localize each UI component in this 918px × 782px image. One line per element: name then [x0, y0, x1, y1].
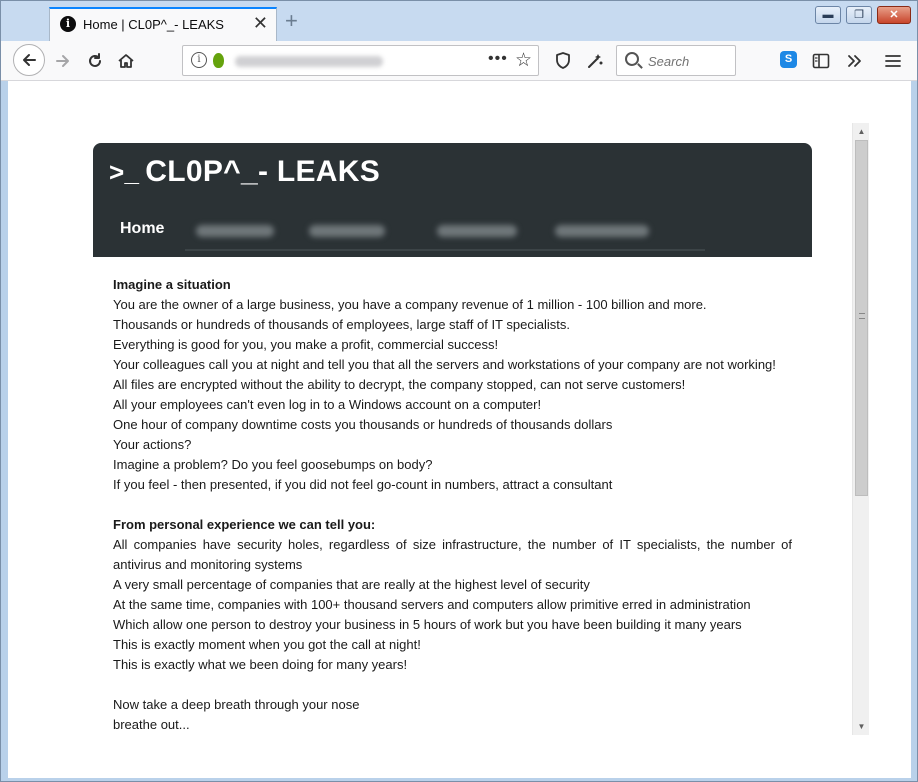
section-heading: Imagine a situation — [113, 277, 231, 292]
hamburger-menu-icon — [885, 54, 901, 68]
shield-icon — [554, 51, 572, 71]
body-text-line: Your colleagues call you at night and tell you that all the servers and workstations of your company are not working! — [113, 357, 776, 372]
body-text-line: If you feel - then presented, if you did not feel go-count in numbers, attract a consultant — [113, 477, 613, 492]
home-icon — [117, 52, 135, 70]
site-body — [93, 257, 812, 735]
paragraph-spacer — [113, 495, 792, 515]
magic-wand-icon — [585, 51, 605, 71]
navigation-toolbar — [1, 41, 917, 81]
body-text-line: One hour of company downtime costs you thousands or hundreds of thousands dollars — [113, 417, 613, 432]
body-text-line: At the same time, companies with 100+ thousand servers and computers allow primitive erred in administration — [113, 597, 751, 612]
nav-link-redacted-2[interactable] — [309, 225, 385, 237]
main-menu-button[interactable] — [881, 49, 905, 73]
body-text-line: This is exactly moment when you got the call at night! — [113, 637, 421, 652]
scroll-up-arrow-icon[interactable]: ▲ — [857, 127, 866, 136]
page-viewport — [8, 81, 911, 778]
skype-extension-icon[interactable]: S — [780, 51, 797, 68]
back-button[interactable] — [13, 44, 45, 76]
sidebar-toggle-button[interactable] — [809, 49, 833, 73]
body-text-line: Now take a deep breath through your nose — [113, 697, 360, 712]
site-navigation — [93, 205, 812, 257]
close-tab-icon[interactable]: ✕ — [252, 13, 268, 33]
reload-button[interactable] — [83, 49, 107, 73]
search-input[interactable] — [616, 45, 736, 76]
maximize-button[interactable]: ❐ — [846, 6, 872, 24]
vertical-scrollbar[interactable] — [852, 123, 869, 735]
site-info-icon[interactable]: i — [191, 52, 207, 68]
overflow-menu-button[interactable] — [843, 49, 867, 73]
body-text-line: Which allow one person to destroy your business in 5 hours of work but you have been building it many years — [113, 617, 742, 632]
reload-icon — [86, 52, 104, 70]
body-text-line: All your employees can't even log in to a Windows account on a computer! — [113, 397, 542, 412]
body-text-line: Everything is good for you, you make a profit, commercial success! — [113, 337, 499, 352]
info-icon: i — [60, 16, 76, 32]
url-bar[interactable] — [182, 45, 539, 76]
home-button[interactable] — [114, 49, 138, 73]
forward-button[interactable] — [51, 49, 75, 73]
new-tab-button[interactable]: + — [285, 8, 298, 33]
site-title-text: CL0P^_- LEAKS — [145, 155, 381, 188]
title-bar — [1, 1, 917, 41]
paragraph-spacer — [113, 675, 792, 695]
site-title — [109, 155, 380, 189]
scrollbar-grip — [859, 313, 865, 319]
nav-link-redacted-3[interactable] — [437, 225, 517, 237]
close-window-button[interactable]: ✕ — [877, 6, 911, 24]
noscript-button[interactable] — [583, 49, 607, 73]
site-header — [93, 143, 812, 257]
nav-link-home[interactable]: Home — [120, 220, 165, 237]
search-placeholder: Search — [648, 54, 690, 69]
body-text-line: A very small percentage of companies that are really at the highest level of security — [113, 577, 590, 592]
tor-onion-icon — [213, 53, 224, 68]
arrow-right-icon — [54, 52, 72, 70]
body-text-line: This is exactly what we been doing for many years! — [113, 657, 408, 672]
scroll-down-arrow-icon[interactable]: ▼ — [857, 722, 866, 731]
active-tab[interactable] — [49, 7, 277, 41]
body-text-line: Imagine a problem? Do you feel goosebumps on body? — [113, 457, 433, 472]
body-text-line: breathe out... — [113, 717, 190, 732]
minimize-button[interactable]: ▬ — [815, 6, 841, 24]
body-text-line: Thousands or hundreds of thousands of employees, large staff of IT specialists. — [113, 317, 570, 332]
sidebar-icon — [812, 53, 830, 69]
terminal-prompt-icon: >_ — [109, 157, 140, 187]
nav-divider — [185, 249, 705, 251]
bookmark-star-icon[interactable]: ☆ — [515, 50, 533, 71]
chevron-double-right-icon — [846, 53, 864, 69]
redacted-url[interactable] — [235, 56, 383, 67]
scrollbar-thumb[interactable] — [855, 140, 868, 496]
page-actions-icon[interactable]: ••• — [488, 50, 508, 67]
tab-title: Home | CL0P^_- LEAKS — [83, 17, 224, 32]
search-icon — [625, 52, 639, 66]
arrow-left-icon — [20, 51, 38, 69]
body-text-line: All companies have security holes, regardless of size infrastructure, the number of IT specialists, the number of antivirus and monitoring systems — [113, 537, 792, 572]
nav-link-redacted-1[interactable] — [196, 225, 274, 237]
tracking-protection-button[interactable] — [551, 49, 575, 73]
body-text-line: You are the owner of a large business, you have a company revenue of 1 million - 100 billion and more. — [113, 297, 707, 312]
body-text-line: Your actions? — [113, 437, 192, 452]
section-heading: From personal experience we can tell you: — [113, 517, 376, 532]
leak-site-container — [93, 143, 812, 743]
body-text-line: All files are encrypted without the ability to decrypt, the company stopped, can not serve customers! — [113, 377, 686, 392]
nav-link-redacted-4[interactable] — [555, 225, 649, 237]
